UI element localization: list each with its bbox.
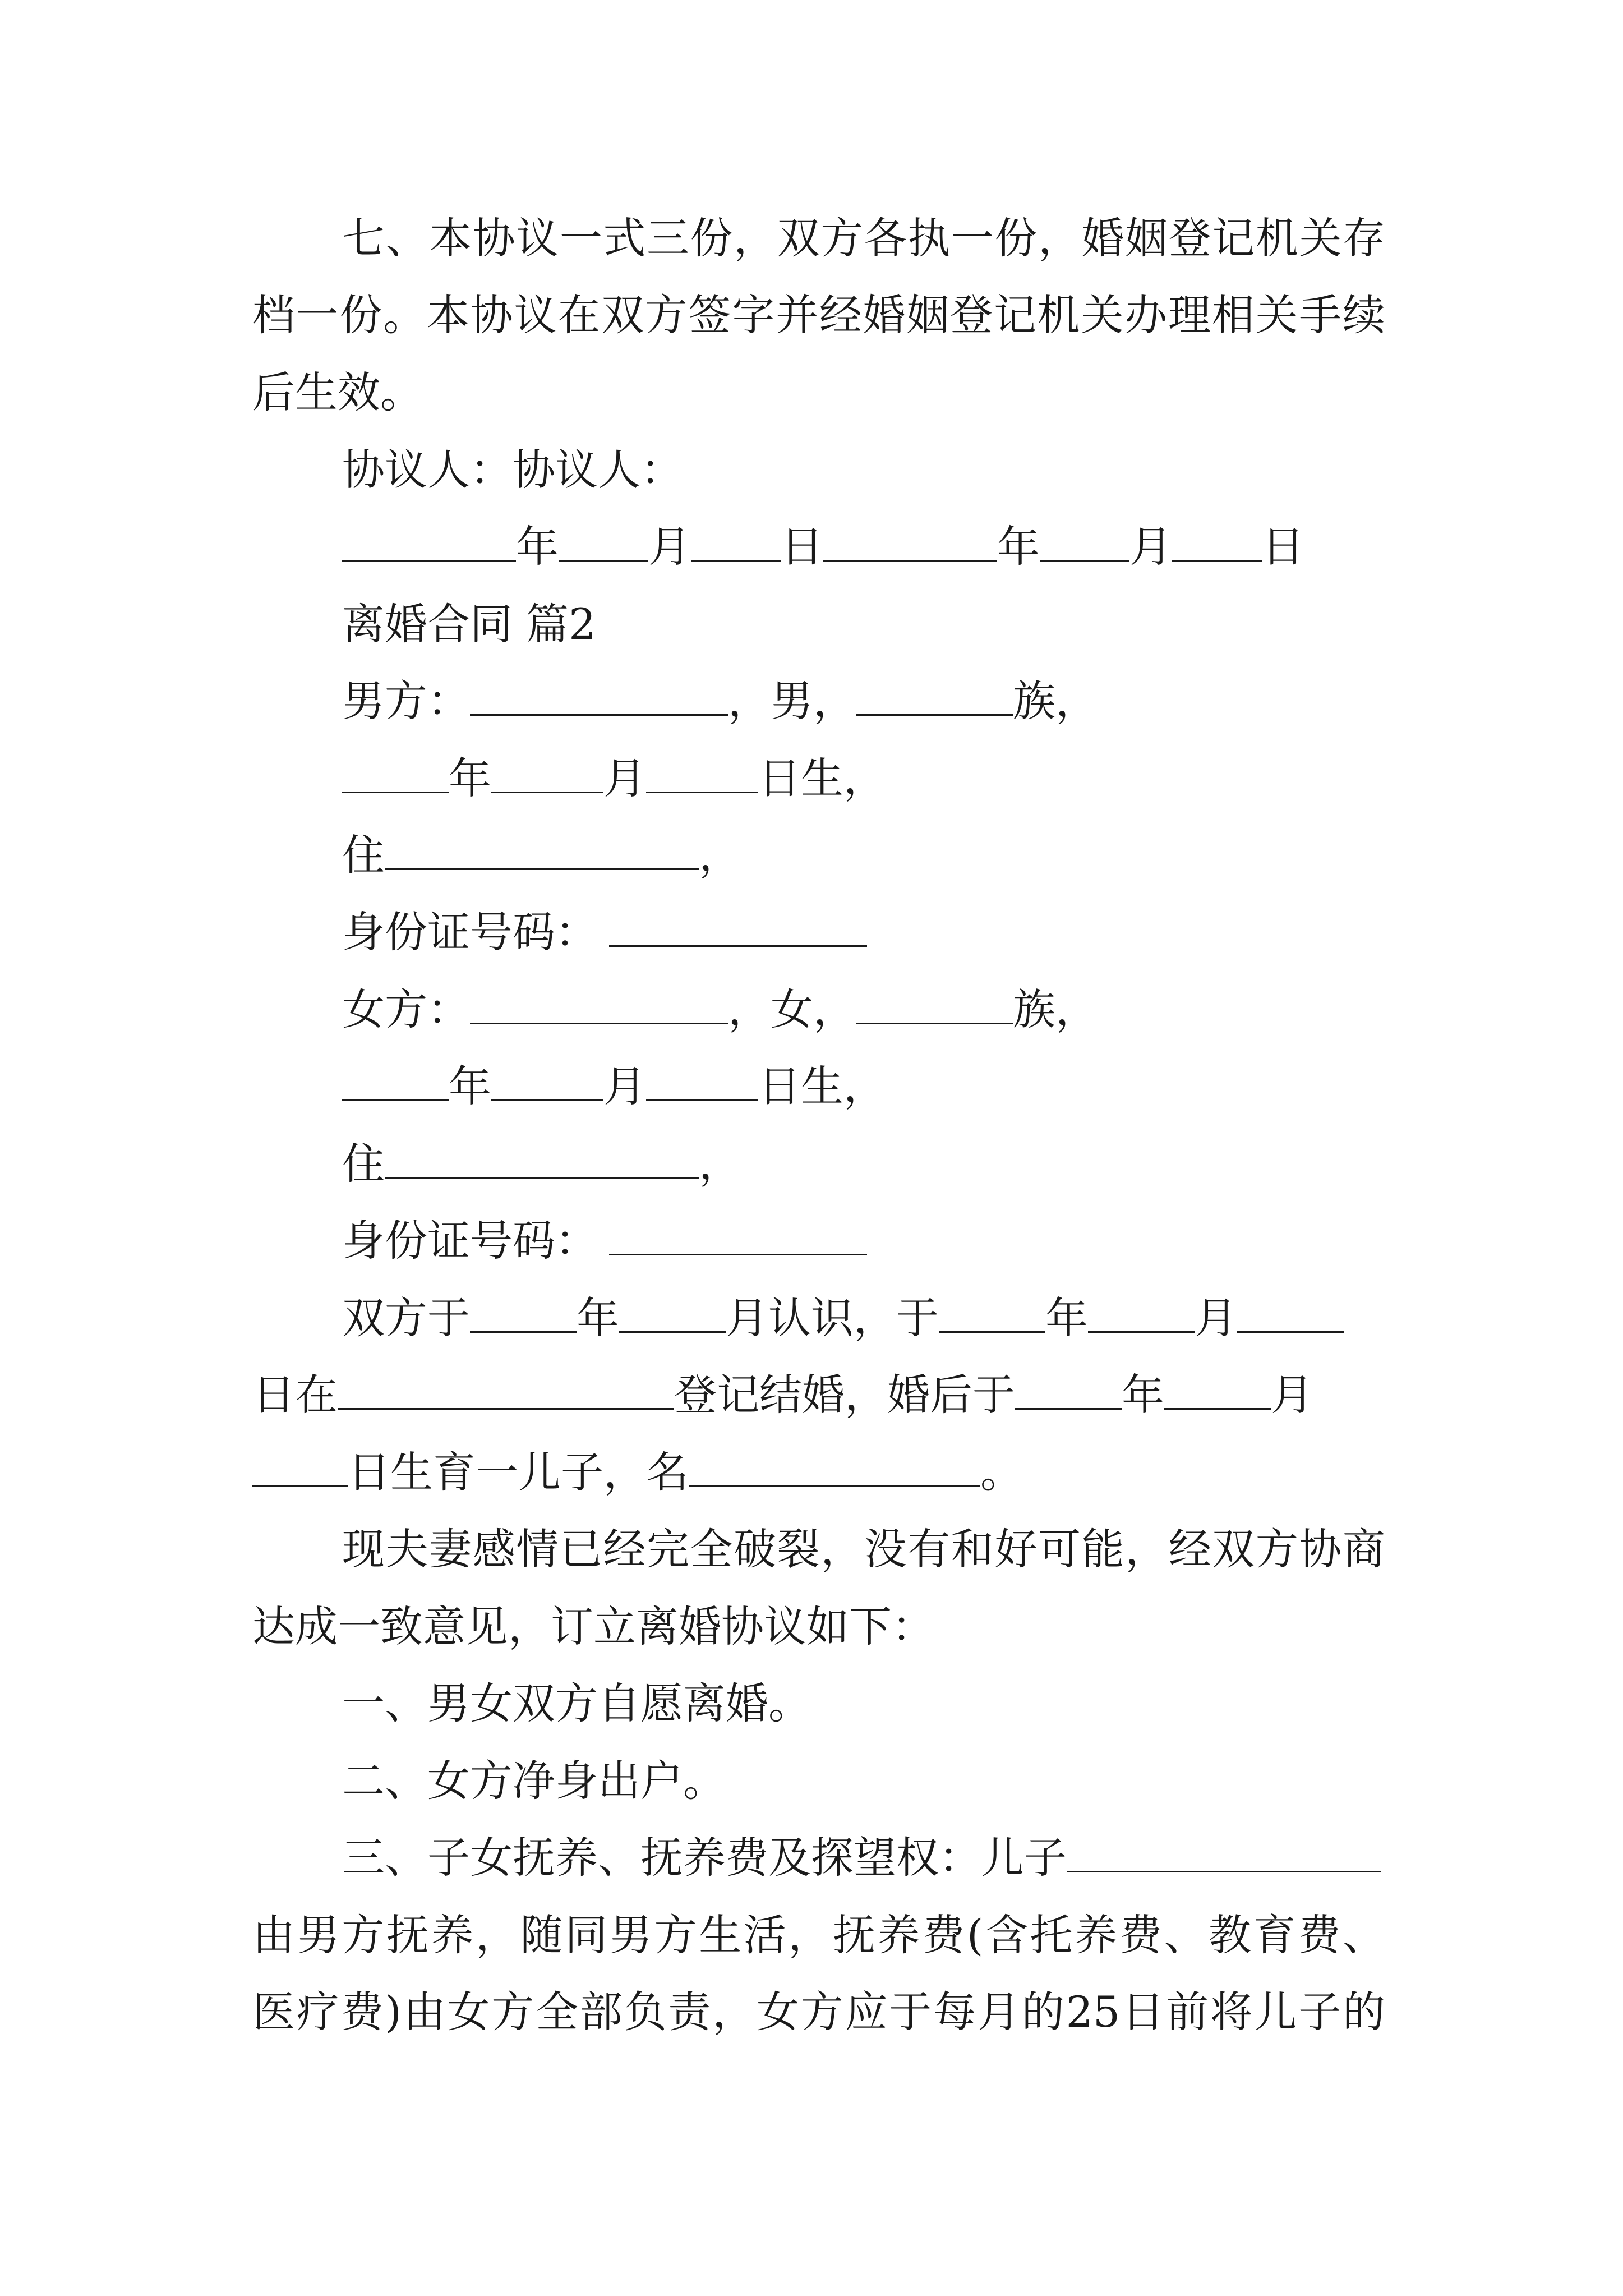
signatories-line: 协议人：协议人： [342,445,683,495]
blank-field [1040,521,1129,562]
marriage-line-3: 日生育一儿子，名 。 [252,1444,1023,1501]
male-address-line: 住 ， [342,830,741,880]
blank-field [689,1446,980,1487]
blank-field [385,1138,699,1179]
para-7-line-3: 后生效。 [252,367,423,417]
blank-field [1015,1369,1122,1410]
blank-field [338,1369,674,1410]
blank-field [252,1446,348,1487]
clause-1: 一、男女双方自愿离婚。 [342,1678,811,1728]
blank-field [342,521,516,562]
clause-2: 二、女方净身出户。 [342,1756,726,1806]
blank-field [609,906,867,947]
clause-3-line-2: 由男方抚养，随同男方生活，抚养费(含托养费、教育费、 [252,1910,1385,1960]
blank-field [646,752,758,793]
blank-field [1164,1369,1271,1410]
blank-field [939,1292,1045,1333]
blank-field [559,521,648,562]
blank-field [1172,521,1262,562]
blank-field [342,752,449,793]
para-7-line-1: 七、本协议一式三份，双方各执一份，婚姻登记机关存 [342,213,1385,263]
blank-field [1237,1292,1344,1333]
female-birth-line: 年 月 日生， [342,1059,886,1115]
male-id-line: 身份证号码： [342,904,867,960]
section-heading: 离婚合同 篇2 [342,599,596,649]
marriage-line-2: 日在 登记结婚，婚后于 年 月 [252,1370,1313,1420]
blank-field [691,521,781,562]
blank-field [1067,1832,1381,1872]
blank-field [491,752,603,793]
blank-field [609,1214,867,1255]
blank-field [646,1060,758,1101]
clause-3-line-3: 医疗费)由女方全部负责，女方应于每月的25日前将儿子的 [252,1987,1385,2037]
blank-field [856,983,1013,1024]
date-line: 年 月 日 年 月 日 [342,519,1304,575]
para-breakdown-line-2: 达成一致意见，订立离婚协议如下： [252,1602,934,1651]
blank-field [491,1060,603,1101]
marriage-line-1: 双方于 年 月认识，于 年 月 [342,1290,1344,1346]
blank-field [470,675,728,716]
para-breakdown-line-1: 现夫妻感情已经完全破裂，没有和好可能，经双方协商 [342,1524,1385,1574]
blank-field [856,675,1013,716]
para-7-line-2: 档一份。本协议在双方签字并经婚姻登记机关办理相关手续 [252,290,1385,340]
blank-field [342,1060,449,1101]
blank-field [470,983,728,1024]
clause-3-line-1: 三、子女抚养、抚养费及探望权：儿子 [342,1830,1381,1886]
blank-field [470,1292,577,1333]
female-id-line: 身份证号码： [342,1213,867,1269]
blank-field [823,521,997,562]
male-party-line: 男方： ，男， 族， [342,676,1098,726]
female-party-line: 女方： ，女， 族， [342,984,1098,1034]
female-address-line: 住 ， [342,1139,741,1189]
male-birth-line: 年 月 日生， [342,751,886,807]
blank-field [619,1292,726,1333]
blank-field [1088,1292,1195,1333]
blank-field [385,829,699,870]
